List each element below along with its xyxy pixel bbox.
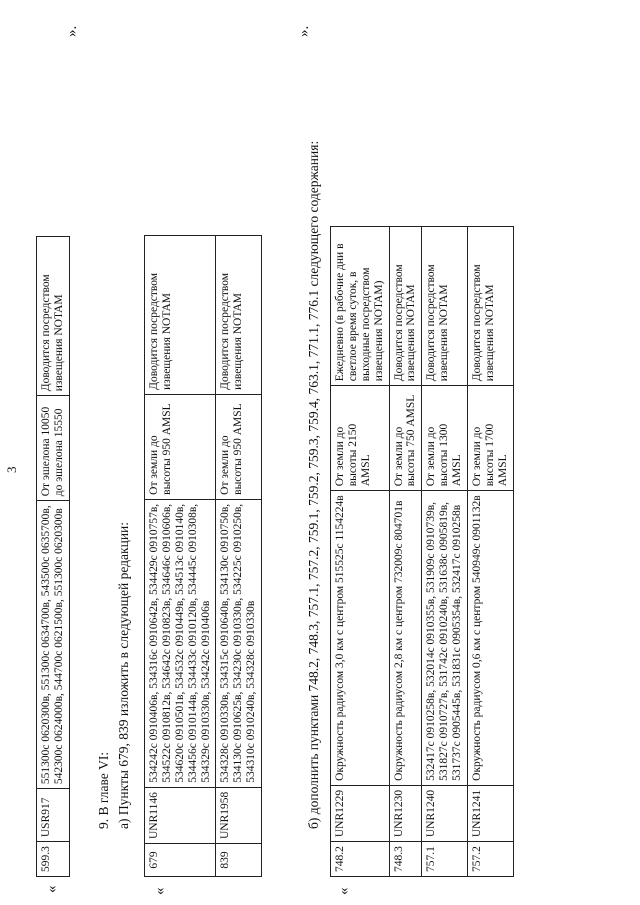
zone-code: UNR1958 — [216, 787, 262, 843]
zone-code: UNR1230 — [389, 785, 422, 841]
boundary-line: 532417с 0910258в, 532014с 0910355в, 531909с 0910739в, — [425, 501, 438, 781]
altitude-limits: От земли до высоты 2150 AMSL — [331, 386, 390, 491]
zone-code: UNR1229 — [331, 785, 390, 841]
activation-note: Доводится посредством извещения NOTAM — [422, 227, 468, 386]
zone-code: UNR1241 — [467, 785, 513, 841]
row-number: 757.2 — [467, 842, 513, 877]
activation-note: Доводится посредством извещения NOTAM — [37, 237, 70, 396]
boundary-line: 534242с 0910406в, 534316с 0910642в, 534429с 0910757в, — [148, 503, 160, 783]
zone-boundary — [422, 491, 468, 786]
boundary-line: 551300с 0620300в, 551300с 0634700в, 543500с 0635700в, — [40, 505, 52, 785]
activation-note: Доводится посредством извещения NOTAM — [145, 235, 216, 394]
altitude-limits: От земли до высоты 1300 AMSL — [422, 386, 468, 491]
altitude-limits: От земли до высоты 750 AMSL — [389, 386, 422, 491]
zone-boundary — [37, 501, 70, 789]
boundary-line: 534328с 0910330в, 534315с 0910640в, 534130с 0910750в, — [219, 503, 232, 783]
boundary-line: Окружность радиусом 0,6 км с центром 540949с 0901132в — [470, 495, 483, 781]
close-quote-a: ». — [296, 25, 312, 37]
altitude-limits: От земли до высоты 950 AMSL — [145, 394, 216, 499]
boundary-line: 534329с 0910330в, 534242с 0910406в — [199, 600, 212, 783]
boundary-line: 534522с 0910812в, 534642с 0910823в, 534646с 0910606в, — [160, 503, 173, 783]
activation-note: Доводится посредством извещения NOTAM — [216, 235, 262, 394]
row-number: 748.2 — [331, 842, 390, 877]
zone-boundary — [467, 491, 513, 786]
boundary-line: 534310с 0910240в, 534328с 0910330в — [245, 600, 258, 783]
activation-note: Доводится посредством извещения NOTAM — [389, 227, 422, 386]
subsection-a-heading: а) Пункты 679, 839 изложить в следующей редакции: — [116, 521, 131, 829]
table-a — [144, 235, 262, 877]
boundary-line: 531827с 0910727в, 531742с 0910240в, 531638с 0905819в, — [438, 501, 451, 781]
table-row — [467, 227, 513, 877]
row-number: 599.3 — [37, 842, 70, 877]
zone-code: UNR1240 — [422, 785, 468, 841]
activation-note: Ежедневно (в рабочие дни в светлое время суток, в выходные посредством извещения NOTAM) — [331, 227, 390, 386]
zone-boundary — [331, 491, 390, 786]
page-number: 3 — [4, 466, 19, 473]
open-quote-a: « — [152, 887, 168, 895]
row-number: 748.3 — [389, 842, 422, 877]
row-number: 757.1 — [422, 842, 468, 877]
altitude-limits: От эшелона 10050 до эшелона 15550 — [37, 396, 70, 501]
boundary-line: 542300с 0624000в, 544700с 0621500в, 551300с 0620300в — [52, 508, 65, 785]
boundary-line: Окружность радиусом 2,8 км с центром 732009с 804701в — [392, 500, 405, 781]
boundary-line: Окружность радиусом 3,0 км с центром 515525с 1154224в — [334, 495, 346, 781]
boundary-line: 534456с 0910144в, 534433с 0910120в, 534445с 0910308в, — [186, 503, 199, 783]
row-number: 839 — [216, 844, 262, 877]
boundary-line: 534130с 0910625в, 534230с 0910330в, 534225с 0910250в, — [232, 503, 245, 783]
zone-code: UNR1146 — [145, 787, 216, 843]
table-row — [216, 235, 262, 876]
zone-boundary — [145, 499, 216, 787]
zone-code: USR917 — [37, 789, 70, 842]
table-row — [389, 227, 422, 877]
boundary-line: 534620с 0910501в, 534532с 0910449в, 534513с 0910140в, — [173, 503, 186, 783]
boundary-line: 531737с 0905445в, 531831с 0905354в, 532417с 0910258в — [451, 504, 463, 781]
activation-note: Доводится посредством извещения NOTAM — [467, 227, 513, 386]
zone-boundary — [216, 499, 262, 787]
open-quote-top: « — [44, 885, 60, 893]
chapter-heading: 9. В главе VI: — [96, 751, 111, 829]
table-row — [331, 227, 390, 877]
table-row — [145, 235, 216, 876]
open-quote-b: « — [336, 887, 352, 895]
table-b — [330, 226, 514, 877]
altitude-limits: От земли до высоты 950 AMSL — [216, 394, 262, 499]
row-number: 679 — [145, 844, 216, 877]
zone-boundary — [389, 491, 422, 786]
top-table — [36, 236, 70, 877]
close-quote-top: ». — [64, 25, 80, 37]
subsection-b-heading: б) дополнить пунктами 748.2, 748.3, 757.1, 757.2, 759.1, 759.2, 759.3, 759.4, 763.1, 771.1, 776.1 следующего содержания: — [306, 140, 321, 829]
altitude-limits: От земли до высоты 1700 AMSL — [467, 386, 513, 491]
table-row — [37, 237, 70, 877]
table-row — [422, 227, 468, 877]
